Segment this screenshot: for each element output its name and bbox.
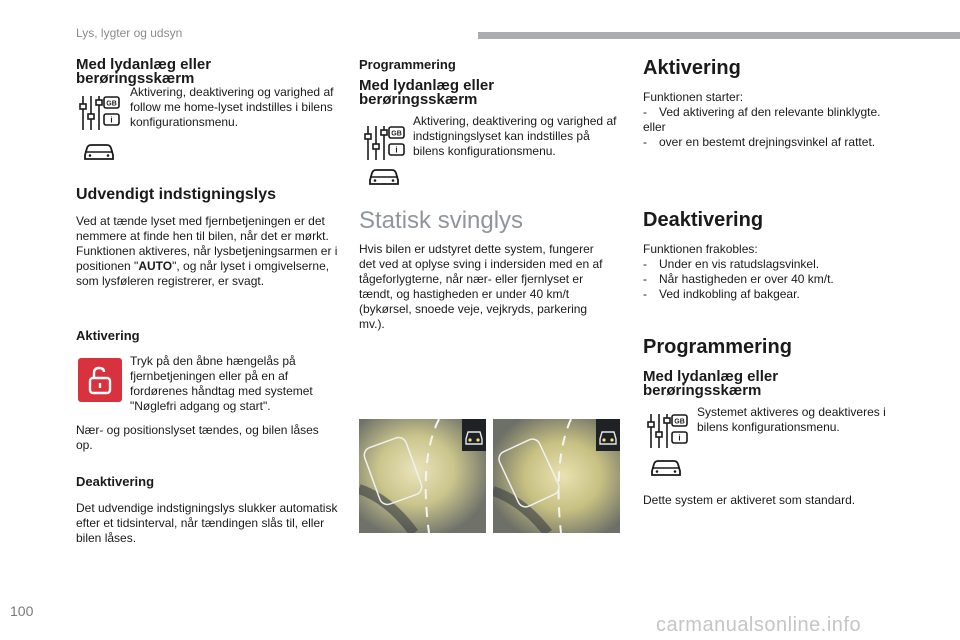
col1-text-follow-me-home: Aktivering, deaktivering og varighed af follow me home-lyset indstilles i bilens konfigurationsmenu. <box>130 85 334 129</box>
cornering-light-illustration-1 <box>359 419 486 533</box>
col1-text2-part2: ", og når lyset i omgivelserne, som lysføleren registrerer, er svagt. <box>76 259 330 288</box>
header-bar <box>478 32 960 39</box>
list-item: - Under en vis ratudslagsvinkel. <box>643 257 820 271</box>
col3-text-standard: Dette system er aktiveret som standard. <box>643 493 856 507</box>
col1-text-aktivering: Tryk på den åbne hængelås på fjernbetjeningen eller på en af fordørenes håndtag med systemet "Nøglefri adgang og start". <box>130 354 313 413</box>
settings-sliders-gb-icon <box>78 92 122 136</box>
svg-text:GB: GB <box>674 418 685 426</box>
list-item-text: Når hastigheden er over 40 km/t. <box>659 272 834 286</box>
svg-text:i: i <box>110 115 113 125</box>
col3-bullets-aktivering-a <box>643 105 905 120</box>
svg-text:GB: GB <box>391 130 402 138</box>
svg-text:GB: GB <box>106 100 117 108</box>
car-icon <box>367 165 401 187</box>
list-item-text: Under en vis ratudslagsvinkel. <box>659 257 820 271</box>
svg-text:i: i <box>395 145 398 155</box>
padlock-open-icon <box>87 365 113 395</box>
col1-heading-deaktivering: Deaktivering <box>76 474 155 489</box>
col1-text-naerlys: Nær- og positionslyset tændes, og bilen låses op. <box>76 423 319 452</box>
list-item: - Ved aktivering af den relevante blinklygte. <box>643 105 881 119</box>
list-item: - over en bestemt drejningsvinkel af rattet. <box>643 135 876 149</box>
col3-bullets-deaktivering <box>643 257 905 302</box>
col3-heading-deaktivering: Deaktivering <box>643 209 764 231</box>
page-number: 100 <box>10 603 34 619</box>
col1-text-deaktivering: Det udvendige indstigningslys slukker automatisk efter et tidsinterval, når tændingen slås til, eller bilen låses. <box>76 501 338 545</box>
col1-text2-part1: Ved at tænde lyset med fjernbetjeningen er det nemmere at finde hen til bilen, når det er mørkt. Funktionen aktiveres, når lysbetjeningsarmen er i positionen " <box>76 214 338 273</box>
col2-text-indstigningslys-menu: Aktivering, deaktivering og varighed af indstigningslyset kan indstilles på bilens konfigurationsmenu. <box>413 114 617 158</box>
list-item: - Ved indkobling af bakgear. <box>643 287 800 301</box>
list-item: - Når hastigheden er over 40 km/t. <box>643 272 834 286</box>
col1-heading-lydanlaeg: Med lydanlæg eller berøringsskærm <box>76 56 212 87</box>
list-item-text: Ved aktivering af den relevante blinklygte. <box>659 105 881 119</box>
col3-text-eller: eller <box>643 120 666 134</box>
settings-sliders-gb-icon <box>363 122 407 166</box>
col2-heading-lydanlaeg: Med lydanlæg eller berøringsskærm <box>359 77 495 108</box>
svg-text:i: i <box>678 433 681 443</box>
running-header: Lys, lygter og udsyn <box>76 26 183 40</box>
headlight-badge-icon <box>596 419 620 451</box>
col3-heading-aktivering: Aktivering <box>643 57 741 79</box>
list-item-text: Ved indkobling af bakgear. <box>659 287 800 301</box>
car-icon <box>82 140 116 162</box>
col3-heading-programmering: Programmering <box>643 336 792 358</box>
col1-text2-auto: AUTO <box>138 259 173 273</box>
col1-text-indstigningslys <box>76 214 338 289</box>
col2-heading-statisk-svinglys: Statisk svinglys <box>359 207 524 234</box>
col2-text-statisk-svinglys: Hvis bilen er udstyret dette system, fungerer det ved at oplyse sving i indersiden med en af tågeforlygterne, når nær- eller fjernlyset er tændt, og hastigheden er under 40 km/t (bykørsel, snoede veje, vejkryds, parkering mv.). <box>359 242 603 331</box>
headlight-badge-icon <box>462 419 486 451</box>
col3-intro-aktivering: Funktionen starter: <box>643 90 744 104</box>
col3-heading-lydanlaeg: Med lydanlæg eller berøringsskærm <box>643 368 779 399</box>
col3-bullets-aktivering-b <box>643 135 905 150</box>
col1-heading-aktivering: Aktivering <box>76 328 140 343</box>
list-item-text: over en bestemt drejningsvinkel af rattet. <box>659 135 876 149</box>
watermark: carmanualsonline.info <box>656 614 862 636</box>
settings-sliders-gb-icon <box>646 410 690 454</box>
col3-text-konfigurationsmenu: Systemet aktiveres og deaktiveres i bilens konfigurationsmenu. <box>697 405 886 434</box>
unlock-padlock-icon <box>78 358 122 402</box>
col2-heading-programmering: Programmering <box>359 57 456 72</box>
car-icon <box>649 456 683 478</box>
cornering-light-illustration-2 <box>493 419 620 533</box>
car-front-lights-icon <box>596 419 620 451</box>
col1-heading-indstigningslys: Udvendigt indstigningslys <box>76 186 277 203</box>
col3-intro-deaktivering: Funktionen frakobles: <box>643 242 758 256</box>
car-front-lights-icon <box>462 419 486 451</box>
